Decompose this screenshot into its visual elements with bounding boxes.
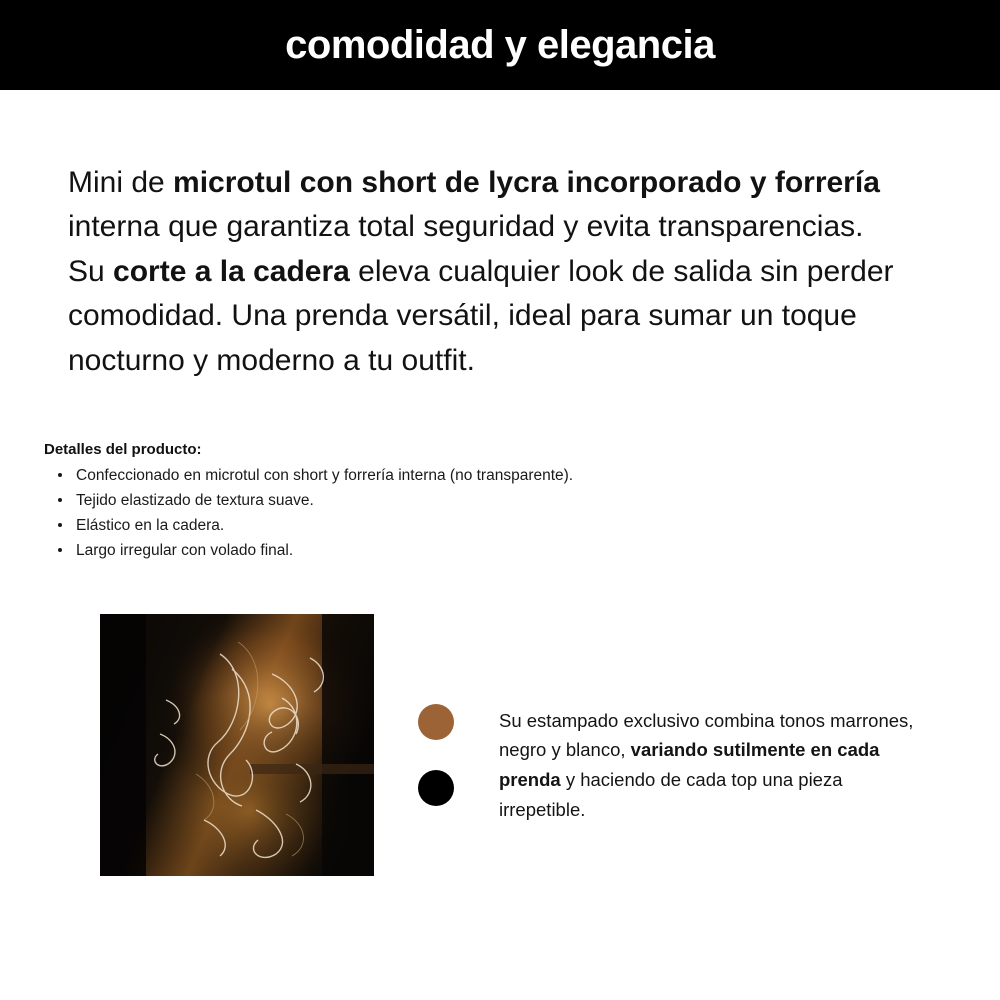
intro-text-2: interna que garantiza total seguridad y evita transparencias. Su [68, 210, 864, 288]
caption-text-1: Su estampado exclusivo combina tonos marrones, negro y blanco, [499, 709, 914, 761]
list-item: Confeccionado en microtul con short y forrería interna (no transparente). [72, 463, 832, 488]
page-title: comodidad y elegancia [285, 23, 715, 67]
details-heading: Detalles del producto: [44, 441, 202, 458]
caption-bold-1: variando sutilmente en cada prenda [499, 739, 880, 791]
swatch-negro[interactable] [418, 770, 454, 806]
list-item: Largo irregular con volado final. [72, 538, 832, 563]
header-banner [0, 0, 1000, 90]
details-list [44, 463, 832, 563]
intro-bold-1: microtul con short de lycra incorporado y forrería [173, 166, 880, 199]
list-item: Tejido elastizado de textura suave. [72, 488, 832, 513]
intro-bold-2: corte a la cadera [113, 254, 350, 288]
pattern-caption [499, 706, 919, 826]
intro-paragraph [68, 161, 898, 383]
intro-text-1: Mini de [68, 166, 174, 199]
swatch-marron[interactable] [418, 704, 454, 740]
product-photo-graphic [100, 614, 374, 876]
color-swatches [418, 704, 456, 836]
list-item: Elástico en la cadera. [72, 513, 832, 538]
product-photo [100, 614, 374, 876]
caption-text-2: y haciendo de cada top una pieza irrepetible. [499, 769, 843, 821]
intro-text-3: eleva cualquier look de salida sin perder comodidad. Una prenda versátil, ideal para sumar un toque nocturno y moderno a tu outfit. [68, 254, 894, 377]
